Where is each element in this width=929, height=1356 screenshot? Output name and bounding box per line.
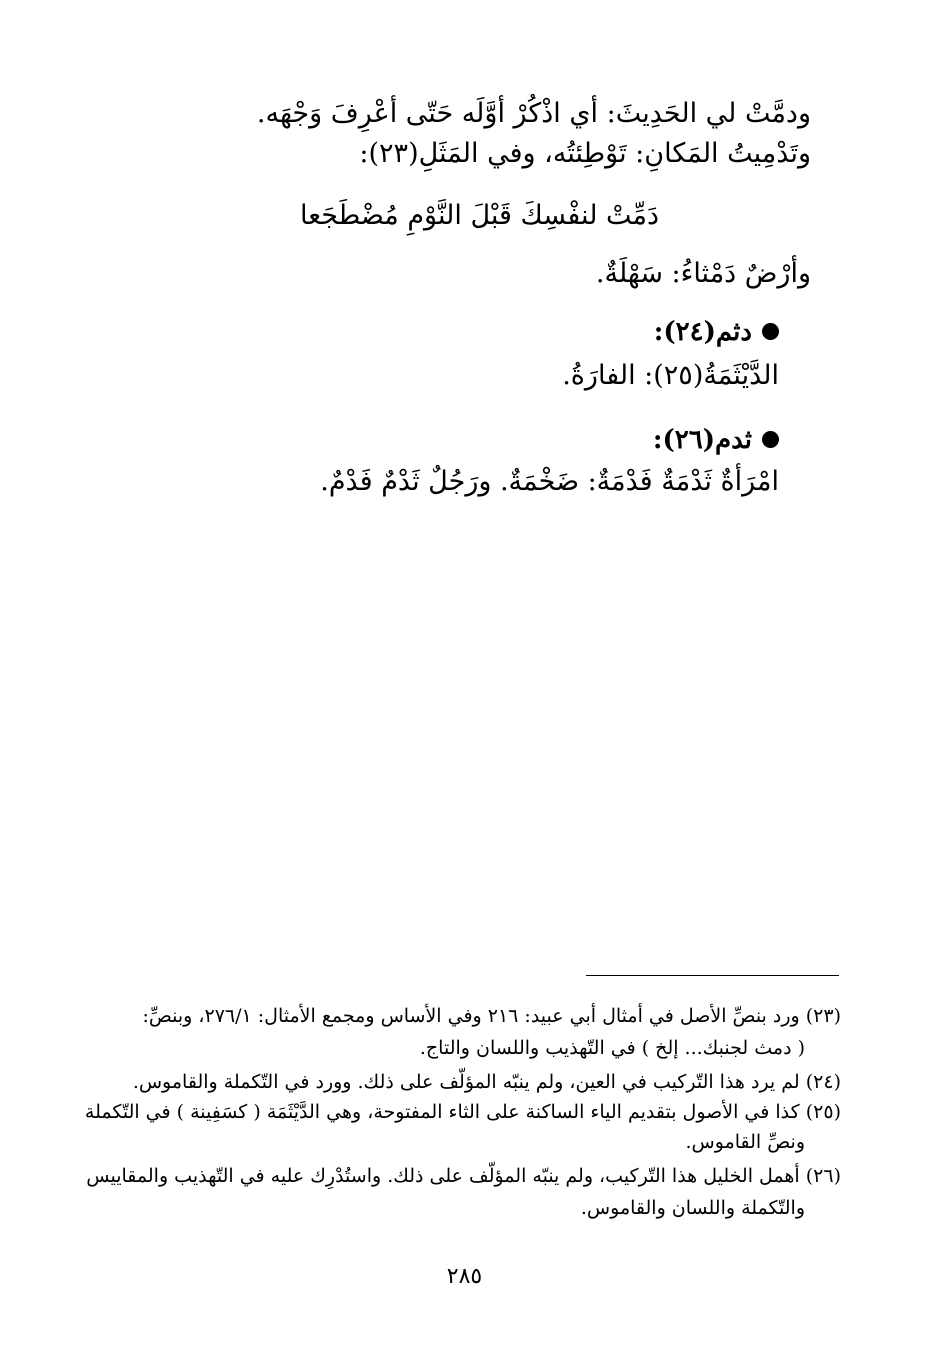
entry-heading-dthm-label: دثم(٢٤): — [653, 317, 752, 347]
footnote-separator — [586, 975, 839, 976]
footnote-23-line-2: ( دمث لجنبك... إلخ ) في التّهذيب واللسان والتاج. — [419, 1037, 805, 1059]
entry-text-dthm: الدَّيْثَمَةُ(٢٥): الفارَةُ. — [562, 360, 779, 391]
footnote-23-line-1: (٢٣) ورد بنصِّ الأصل في أمثال أبي عبيد: ٢١٦ وفي الأساس ومجمع الأمثال: ٢٧٦/١، وبنصِّ: — [142, 1005, 841, 1027]
entry-heading-thdm — [653, 420, 779, 460]
verse-line: دَمِّتْ لنفْسِكَ قَبْلَ النَّوْمِ مُضْطَجَعا — [300, 200, 659, 231]
footnote-25-line-1: (٢٥) كذا في الأصول بتقديم الياء الساكنة على الثاء المفتوحة، وهي الدَّيْثَمَة ( كسَفِينة ) في التّكملة — [84, 1101, 841, 1123]
footnote-25-line-2: ونصِّ القاموس. — [685, 1131, 805, 1153]
bullet-icon — [762, 323, 779, 340]
footnote-26-line-1: (٢٦) أهمل الخليل هذا التّركيب، ولم ينبّه المؤلّف على ذلك. واستُدْرِك عليه في التّهذيب والمقاييس — [86, 1165, 841, 1187]
body-line-2: وتَدْمِيتُ المَكانِ: تَوْطِئتُه، وفي المَثَلِ(٢٣): — [359, 138, 811, 169]
page-number: ٢٨٥ — [446, 1264, 483, 1289]
footnote-24-line-1: (٢٤) لم يرد هذا التّركيب في العين، ولم ينبّه المؤلّف على ذلك. وورد في التّكملة والقاموس. — [132, 1071, 841, 1093]
bullet-icon — [762, 431, 779, 448]
entry-text-thdm: امْرَأةٌ ثَدْمَةٌ فَدْمَةٌ: ضَخْمَةٌ. ورَجُلٌ ثَدْمٌ فَدْمٌ. — [320, 466, 779, 497]
entry-heading-thdm-label: ثدم(٢٦): — [652, 425, 752, 455]
entry-heading-dthm — [654, 312, 779, 352]
body-line-3: وأرْضٌ دَمْثاءُ: سَهْلَةٌ. — [595, 258, 811, 289]
footnote-26-line-2: والتّكملة واللسان والقاموس. — [580, 1197, 805, 1219]
body-line-1: ودمَّتْ لي الحَدِيثَ: أي اذْكُرْ أوَّلَه حَتّى أعْرِفَ وَجْهَه. — [256, 98, 811, 129]
